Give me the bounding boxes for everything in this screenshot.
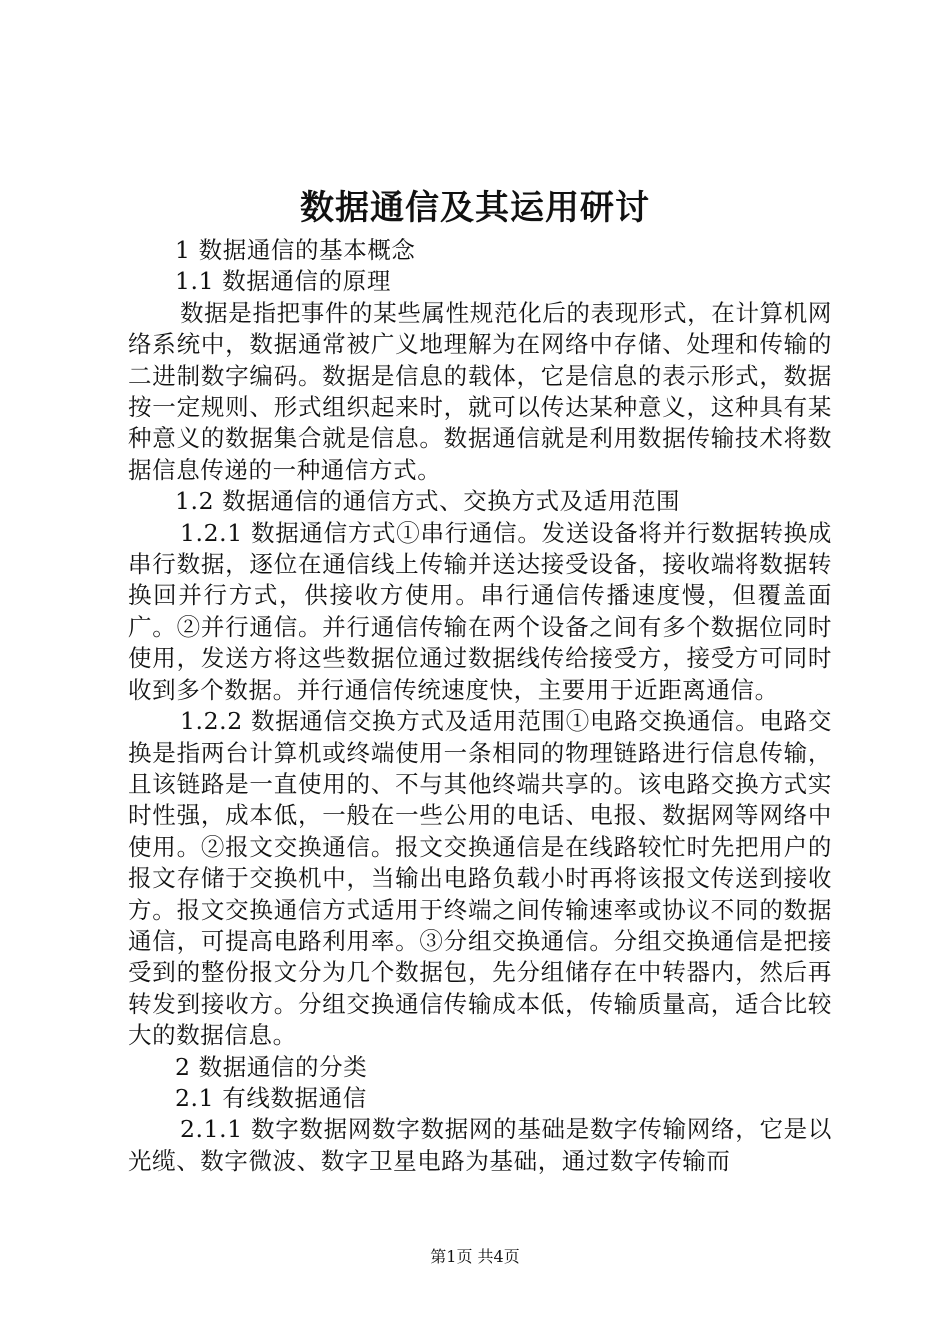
- section-heading: 2.1 有线数据通信: [175, 1083, 367, 1112]
- section-heading: 1 数据通信的基本概念: [175, 236, 416, 264]
- document-body: [128, 235, 832, 1177]
- section-heading: 1.2 数据通信的通信方式、交换方式及适用范围: [175, 487, 681, 516]
- body-paragraph: 数据是指把事件的某些属性规范化后的表现形式，在计算机网络系统中，数据通常被广义地理解为在网络中存储、处理和传输的二进制数字编码。数据是信息的载体，它是信息的表示形式，数据按一定规则、形式组织起来时，就可以传达某种意义，这种具有某种意义的数据集合就是信息。数据通信就是利用数据传输技术将数据信息传递的一种通信方式。: [128, 298, 832, 484]
- body-paragraph: 1.2.2 数据通信交换方式及适用范围①电路交换通信。电路交换是指两台计算机或终端使用一条相同的物理链路进行信息传输，且该链路是一直使用的、不与其他终端共享的。该电路交换方式实时性强，成本低，一般在一些公用的电话、电报、数据网等网络中使用。②报文交换通信。报文交换通信是在线路较忙时先把用户的报文存储于交换机中，当输出电路负载小时再将该报文传送到接收方。报文交换通信方式适用于终端之间传输速率或协议不同的数据通信，可提高电路利用率。③分组交换通信。分组交换通信是把接受到的整份报文分为几个数据包，先分组储存在中转器内，然后再转发到接收方。分组交换通信传输成本低，传输质量高，适合比较大的数据信息。: [128, 707, 832, 1050]
- page-footer: 第1页 共4页: [430, 1247, 520, 1266]
- document-title: 数据通信及其运用研讨: [300, 188, 650, 228]
- body-paragraph: 1.2.1 数据通信方式①串行通信。发送设备将并行数据转换成串行数据，逐位在通信线上传输并送达接受设备，接收端将数据转换回并行方式，供接收方使用。串行通信传播速度慢，但覆盖面广。②并行通信。并行通信传输在两个设备之间有多个数据位同时使用，发送方将这些数据位通过数据线传给接受方，接受方可同时收到多个数据。并行通信传统速度快，主要用于近距离通信。: [128, 518, 832, 704]
- body-paragraph: 2.1.1 数字数据网数字数据网的基础是数字传输网络，它是以光缆、数字微波、数字卫星电路为基础，通过数字传输而: [128, 1115, 832, 1175]
- section-heading: 1.1 数据通信的原理: [175, 267, 391, 296]
- section-heading: 2 数据通信的分类: [175, 1052, 368, 1081]
